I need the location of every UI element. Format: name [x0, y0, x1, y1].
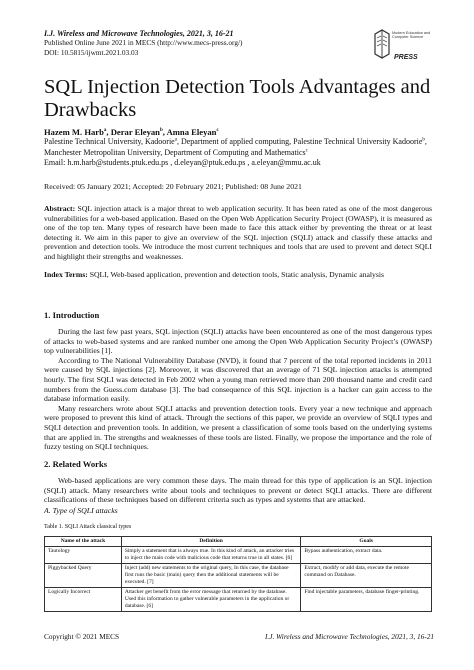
logo-text: Modern Education and Computer Science	[392, 31, 431, 40]
author-name: Amna Eleyan	[166, 127, 217, 137]
paragraph: Many researchers wrote about SQLI attacks and prevention detection tools. Every year a new technique and approach were proposed to prevent this kind of attack. Through the sections of this paper, we provide an overview of SQLI types and SQLI detection and prevention tools. In addition, we present a classification of some tools based on the underlying systems that are applied in. The strengths and weaknesses of these tools are listed. Finally, we propose the importance and the role of fuzzy testing on SQLI techniques.	[44, 403, 432, 452]
table-header-cell: Definition	[121, 537, 300, 547]
paragraph: According to The National Vulnerability Database (NVD), it found that 7 percent of the total reported incidents in 2011 were caused by SQL injections [2]. Moreover, it was discovered that an average of 71 SQL injection attacks is attempted hourly. The first SQLI was detected in Feb 2002 when a young man retrieved more than 200 thousand name and credit card numbers from the Guess.com database [3]. The bad consequence of this SQL injection is a hacker can gain access to the database information easily.	[44, 355, 432, 404]
table-cell: Inject (add) new statements to the original query, In this case, the database first runs the basic (main) query then the additional statements will be executed. [7]	[121, 564, 300, 588]
doi-line: DOI: 10.5815/ijwmt.2021.03.03	[44, 47, 139, 57]
logo-brand: PRESS	[394, 54, 418, 61]
table-cell: Logically Incorrect	[45, 588, 122, 612]
table-cell: Attacker get benefit from the error message that returned by the database. Used this information to gather vulnerable parameters in the application or database. [6]	[121, 588, 300, 612]
table-row	[45, 564, 432, 588]
affiliation-2	[44, 148, 454, 158]
publication-dates: Received: 05 January 2021; Accepted: 20 February 2021; Published: 08 June 2021	[44, 182, 302, 191]
table-row	[45, 547, 432, 564]
author-sup: b	[159, 128, 163, 134]
table-header-row	[45, 537, 432, 547]
table-cell: Bypass authentication, extract data.	[301, 547, 432, 564]
affiliation-1	[44, 137, 454, 147]
affil-text: Manchester Metropolitan University, Department of Computing and Mathematics	[44, 147, 306, 157]
author-emails: Email: h.m.harb@students.ptuk.edu.ps , d.eleyan@ptuk.edu.ps , a.eleyan@mmu.ac.uk	[44, 158, 321, 168]
journal-header	[44, 29, 354, 57]
paper-title: SQL Injection Detection Tools Advantages and Drawbacks	[44, 76, 431, 121]
paragraph: Web-based applications are very common these days. The main thread for this type of application is an SQL injection (SQLI) attack. Many researchers write about tools and techniques to prevent or detect SQLI attacks. There are different classifications of these techniques based on different criteria such as types and systems that are attacked.	[44, 476, 432, 505]
index-terms	[44, 270, 432, 280]
section-heading-related-works: 2. Related Works	[44, 459, 108, 469]
table-cell: Find injectable parameters, database finger-printing.	[301, 588, 432, 612]
author-name: Hazem M. Harb	[44, 127, 104, 137]
book-logo-icon	[372, 28, 392, 60]
related-works-body	[44, 476, 432, 505]
author-block	[44, 127, 454, 169]
table-cell: Piggybacked Query	[45, 564, 122, 588]
table-cell: Extract, modify or add data, execute the remote command on Database.	[301, 564, 432, 588]
index-terms-label: Index Terms:	[44, 270, 88, 279]
table-header-cell: Name of the attack	[45, 537, 122, 547]
table-cell: Tautology	[45, 547, 122, 564]
table-row	[45, 588, 432, 612]
author-sup: a	[103, 128, 107, 134]
table-cell: Simply a statement that is always true. In this kind of attack, an attacker tries to inject the main code with malicious code that returns true in all states. [6]	[121, 547, 300, 564]
table-header-cell: Goals	[301, 537, 432, 547]
footer-citation: I.J. Wireless and Microwave Technologies, 2021, 3, 16-21	[264, 632, 434, 641]
abstract-text: SQL injection attack is a major threat to web application security. It has been rated as one of the most dangerous vulnerabilities for a web-based application. Based on the Open Web Application Security Project (OWASP), it is measured as one of the top ten. Many types of research have been made to face this attack either by preventing the threat or at least detecting it. We aim in this paper to give an overview of the SQL injection (SQLI) attack and classify these attacks and prevention and detection tools. We introduce the most current techniques and tools that are used to prevent and detect SQLI and highlight their strengths and weaknesses.	[44, 204, 432, 261]
introduction-body	[44, 327, 432, 452]
author-sup: c	[216, 128, 219, 134]
affil-text: Palestine Technical University, Kadoorie	[44, 137, 175, 147]
paragraph: During the last few past years, SQL injection (SQLI) attacks have been encountered as one of the most dangerous types of attacks to web-based systems and are ranked number one among the Open Web Application Security Project’s (OWASP) top vulnerabilities [1].	[44, 327, 432, 356]
index-terms-text: SQLI, Web-based application, prevention and detection tools, Static analysis, Dynamic analysis	[87, 270, 385, 279]
journal-line: I.J. Wireless and Microwave Technologies, 2021, 3, 16-21	[44, 29, 234, 38]
section-heading-introduction: 1. Introduction	[44, 310, 100, 320]
affil-sup: b	[422, 137, 425, 143]
sqli-attack-table	[44, 536, 432, 612]
abstract	[44, 204, 432, 262]
subsection-heading: A. Type of SQLI attacks	[44, 506, 118, 515]
affil-sup: a	[174, 137, 177, 143]
affil-sup: c	[305, 148, 308, 154]
author-names: Hazem M. Harb$^a$, Derar Eleyan$^b$, Amna Eleyan$^c$	[44, 127, 219, 137]
affil-text: , Department of applied computing, Palestine Technical University Kadoorie	[176, 137, 423, 147]
published-line: Published Online June 2021 in MECS (http://www.mecs-press.org/)	[44, 38, 243, 48]
publisher-logo	[372, 28, 436, 64]
affil-text: ,	[424, 137, 427, 147]
table-caption: Table 1. SQLI Attack classical types	[44, 524, 132, 530]
abstract-label: Abstract:	[44, 204, 76, 213]
author-name: Derar Eleyan	[110, 127, 160, 137]
footer-copyright: Copyright © 2021 MECS	[44, 632, 120, 641]
